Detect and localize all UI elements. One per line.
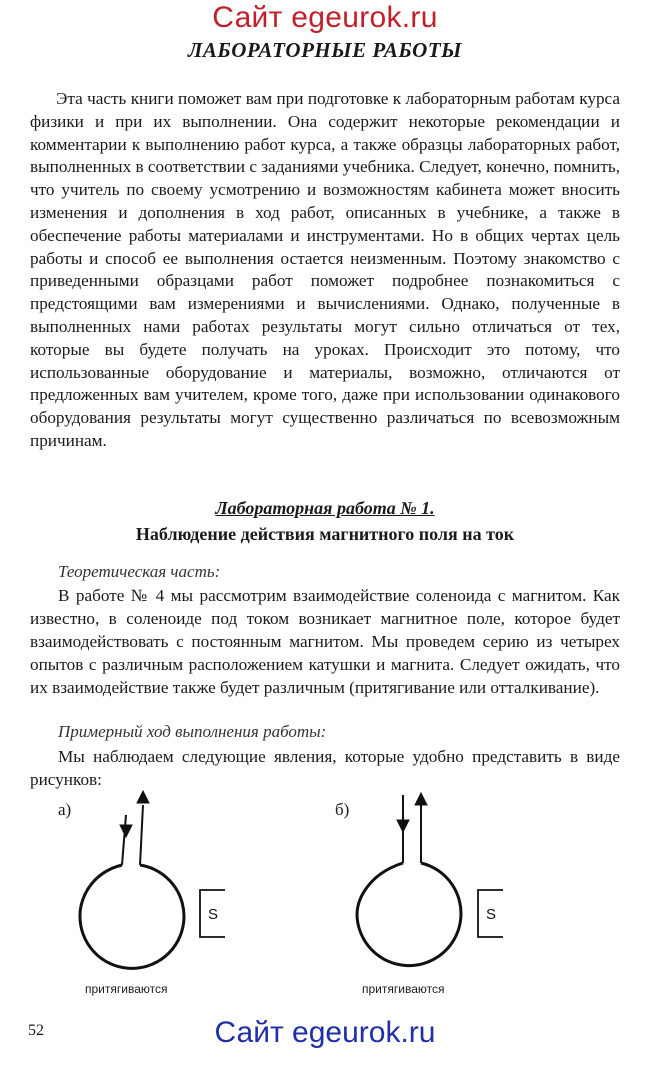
procedure-paragraph: Мы наблюдаем следующие явления, которые удобно представить в виде рисунков: [30, 747, 620, 789]
figure-b-caption: притягиваются [362, 982, 445, 996]
lab-subtitle: Наблюдение действия магнитного поля на ток [135, 524, 515, 544]
section-title: ЛАБОРАТОРНЫЕ РАБОТЫ [187, 38, 463, 62]
figure-b-diagram [345, 785, 545, 980]
arrow-down-icon [397, 820, 409, 832]
watermark-top: Сайт egeurok.ru [212, 1, 438, 34]
arrow-down-icon [120, 825, 132, 837]
magnet-pole-label: S [208, 906, 219, 923]
watermark-bottom: Сайт egeurok.ru [214, 1016, 436, 1049]
theory-heading: Теоретическая часть: [58, 562, 221, 581]
intro-paragraph: Эта часть книги поможет вам при подготовке к лабораторным работам курса физики и при их выполнении. Она содержит некоторые рекомендации и комментарии к выполнению работ курса, а также образцы лабораторных работ, выполненных в соответствии с заданиями учебника. Следует, конечно, помнить, что учитель по своему усмотрению и возможностям кабинета может вносить изменения и дополнения в ход работ, описанных в учебнике, а также в обеспечение работы материалами и инструментами. Но в общих чертах цель работы и способ ее выполнения остается неизменным. Поэтому знакомство с приведенными образцами работ поможет подробнее познакомиться с предстоящими вам измерениями и вычислениями. Однако, полученные в выполненных нами работах результаты могут сильно отличаться от тех, которые вы будете получать на уроках. Происходит это потому, что использованные оборудование и материалы, возможно, отличаются от предложенных вам учителем, кроме того, даже при использовании одинакового оборудования результаты могут существенно различаться по всевозможным причинам. [30, 89, 620, 450]
procedure-heading: Примерный ход выполнения работы: [58, 722, 327, 741]
arrow-up-icon [137, 791, 149, 803]
figure-a-diagram [70, 785, 270, 980]
figure-a-caption: притягиваются [85, 982, 168, 996]
figure-a-label: а) [58, 800, 72, 819]
arrow-up-icon [415, 793, 427, 805]
page-number: 52 [28, 1022, 44, 1039]
figure-b-label: б) [335, 800, 350, 819]
theory-paragraph: В работе № 4 мы рассмотрим взаимодействие соленоида с магнитом. Как известно, в соленоиде под током возникает магнитное поле, которое будет взаимодействовать с постоянным магнитом. Мы проведем серию из четырех опытов с различным расположением катушки и магнита. Следует ожидать, что их взаимодействие также будет различным (притягивание или отталкивание). [30, 586, 620, 697]
lab-title: Лабораторная работа № 1. [215, 498, 435, 518]
magnet-pole-label: S [486, 906, 497, 923]
coil-loop [80, 805, 184, 968]
